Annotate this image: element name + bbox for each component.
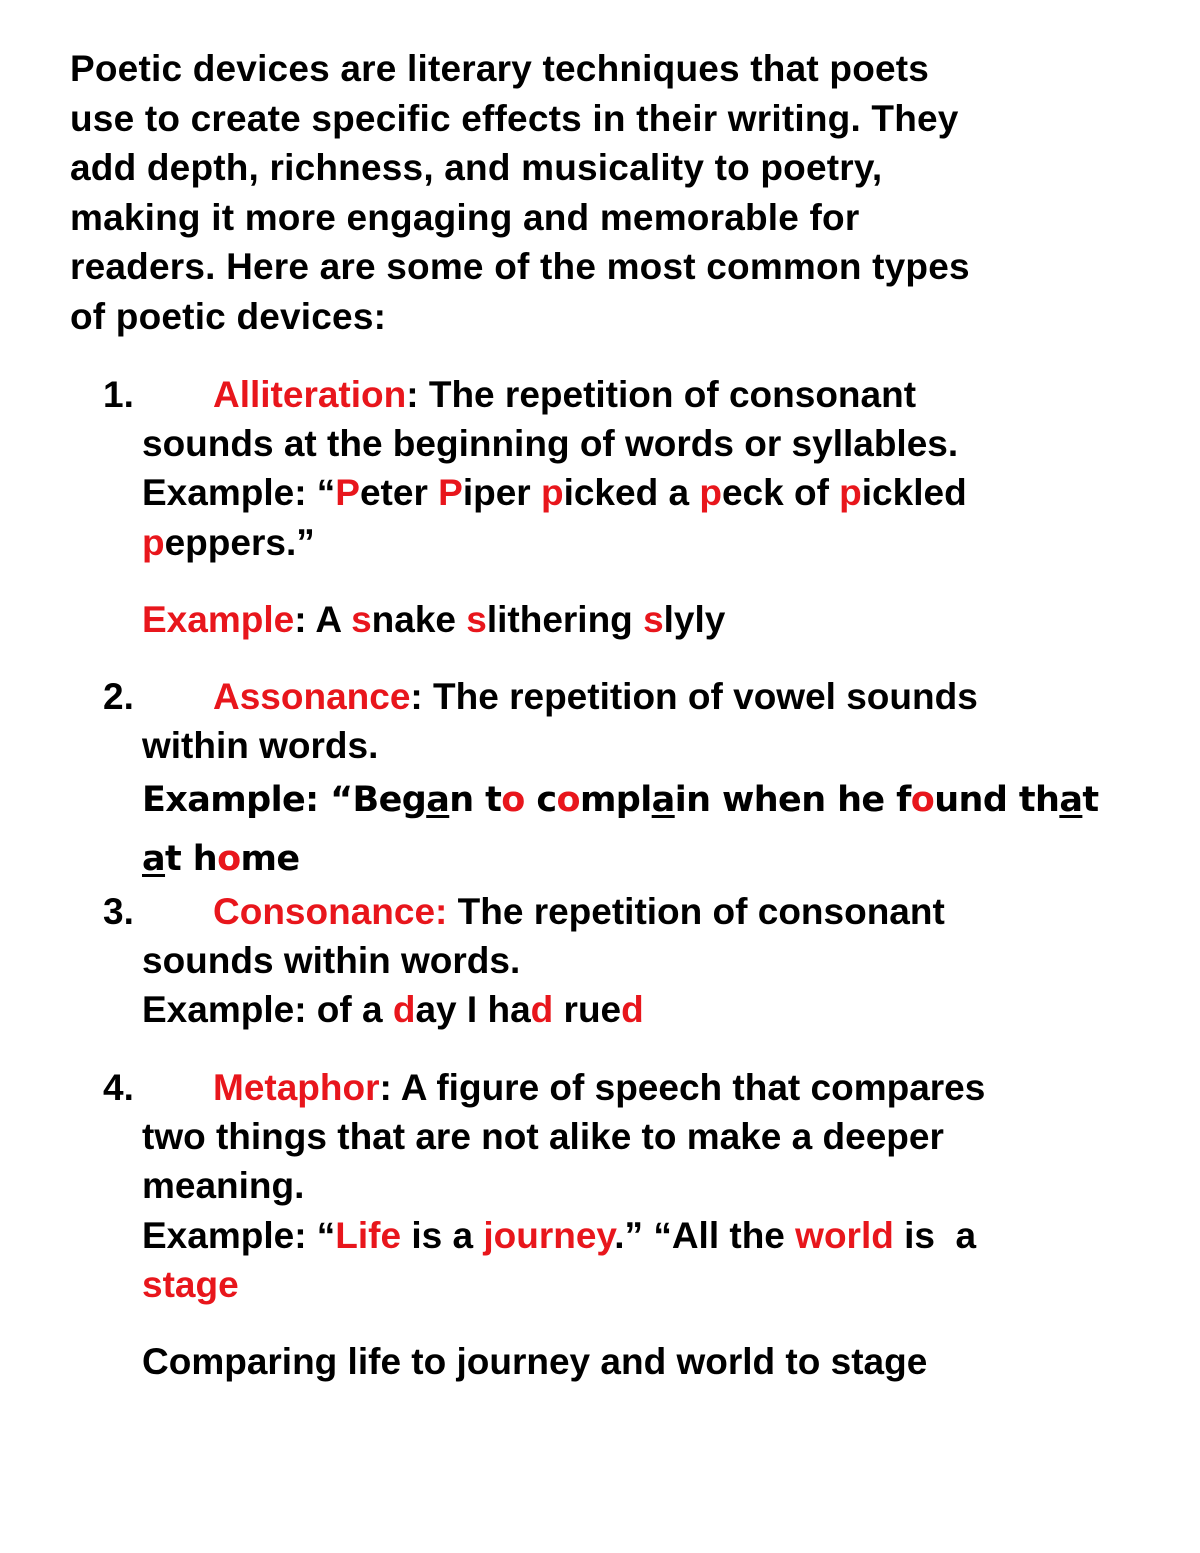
intro-line: of poetic devices:	[70, 295, 387, 337]
item-description: within words.	[142, 725, 379, 766]
intro-line: use to create specific effects in their writing. They	[70, 97, 959, 139]
list-number: 1.	[103, 374, 134, 415]
item-description: two things that are not alike to make a deeper	[142, 1116, 944, 1157]
item-description: sounds at the beginning of words or syllables.	[142, 423, 959, 464]
item-description: sounds within words.	[142, 940, 521, 981]
term-assonance: Assonance	[213, 676, 411, 717]
list-number: 4.	[103, 1067, 134, 1108]
term-consonance: Consonance:	[213, 891, 448, 932]
term-alliteration: Alliteration	[213, 374, 407, 415]
item-heading: Consonance: The repetition of consonant	[213, 891, 945, 932]
explanation-note: Comparing life to journey and world to stage	[142, 1341, 928, 1382]
intro-line: add depth, richness, and musicality to poetry,	[70, 147, 883, 188]
example-line: peppers.”	[142, 522, 315, 563]
item-heading: Metaphor: A figure of speech that compares	[213, 1067, 986, 1108]
example-line: Example: A snake slithering slyly	[142, 599, 726, 640]
item-heading: Alliteration: The repetition of consonant	[213, 374, 917, 415]
intro-paragraph	[70, 44, 1150, 341]
intro-line: making it more engaging and memorable for	[70, 196, 860, 238]
term-metaphor: Metaphor	[213, 1067, 380, 1108]
example-line: Example: “Peter Piper picked a peck of pickled	[142, 472, 967, 513]
item-description: meaning.	[142, 1165, 305, 1206]
list-number: 3.	[103, 891, 134, 932]
list-number: 2.	[103, 676, 134, 717]
item-heading: Assonance: The repetition of vowel sounds	[213, 676, 978, 717]
example-line: at home	[142, 839, 300, 879]
example-line: stage	[142, 1264, 239, 1305]
example-line: Example: of a day I had rued	[142, 989, 644, 1030]
intro-line: Poetic devices are literary techniques that poets	[70, 48, 930, 89]
example-line: Example: “Life is a journey.” “All the world is a	[142, 1215, 977, 1256]
example-line: Example: “Began to complain when he found that	[142, 780, 1099, 820]
intro-line: readers. Here are some of the most common types	[70, 246, 970, 287]
